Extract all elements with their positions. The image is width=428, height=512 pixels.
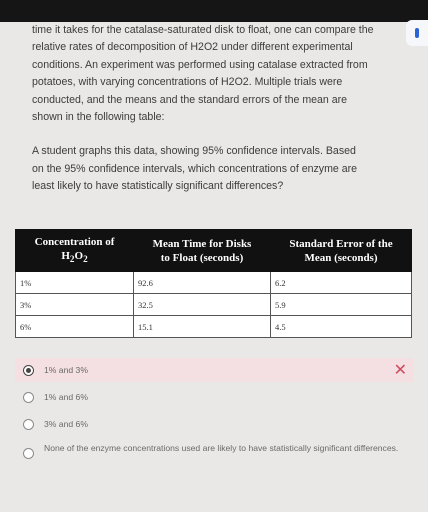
table-row [16, 272, 412, 294]
table-row [16, 294, 412, 316]
side-panel-tab[interactable] [406, 20, 428, 46]
close-icon: ✕ [393, 360, 407, 379]
question-line: A student graphs this data, showing 95% confidence intervals. Based [32, 145, 356, 158]
answer-option-4[interactable] [15, 439, 413, 465]
answer-option-2[interactable] [15, 385, 413, 409]
answer-label: None of the enzyme concentrations used are likely to have statistically significant differences. [44, 443, 399, 453]
table-cell: 1% [16, 272, 134, 294]
table-cell: 4.5 [271, 316, 412, 338]
answer-option-3[interactable] [15, 412, 413, 436]
question-line: least likely to have statistically significant differences? [32, 180, 284, 193]
answer-label: 1% and 3% [44, 365, 88, 375]
table-cell: 3% [16, 294, 134, 316]
table-cell: 5.9 [271, 294, 412, 316]
answer-label: 1% and 6% [44, 392, 88, 402]
answer-options [15, 358, 413, 465]
radio-icon[interactable] [23, 419, 34, 430]
table-cell: 32.5 [134, 294, 271, 316]
passage-line: conducted, and the means and the standard errors of the mean are [32, 93, 348, 106]
header-concentration: Concentration of $H_2O_2$ [16, 230, 134, 272]
radio-icon[interactable] [23, 448, 34, 459]
table-cell: 15.1 [134, 316, 271, 338]
radio-selected-icon[interactable] [23, 365, 34, 376]
answer-label: 3% and 6% [44, 419, 88, 429]
passage-line: potatoes, with varying concentrations of H2O2. Multiple trials were [32, 76, 343, 89]
passage-line: relative rates of decomposition of H2O2 under different experimental [32, 41, 353, 54]
table-cell: 6% [16, 316, 134, 338]
passage-line: conditions. An experiment was performed using catalase extracted from [32, 58, 368, 71]
passage-line: time it takes for the catalase-saturated disk to float, one can compare the [32, 24, 374, 36]
header-mean-time: Mean Time for Disks to Float (seconds) [134, 230, 271, 272]
table-cell: 6.2 [271, 272, 412, 294]
radio-icon[interactable] [23, 392, 34, 403]
question-line: on the 95% confidence intervals, which concentrations of enzyme are [32, 162, 358, 175]
table-header-row [16, 230, 412, 272]
table-row [16, 316, 412, 338]
data-table [15, 229, 412, 338]
answer-option-1[interactable] [15, 358, 413, 382]
top-bar [0, 0, 428, 22]
table-cell: 92.6 [134, 272, 271, 294]
tab-indicator-icon [415, 28, 419, 38]
header-standard-error: Standard Error of the Mean (seconds) [271, 230, 412, 272]
passage-line: shown in the following table: [32, 111, 165, 124]
question-passage [32, 22, 394, 196]
